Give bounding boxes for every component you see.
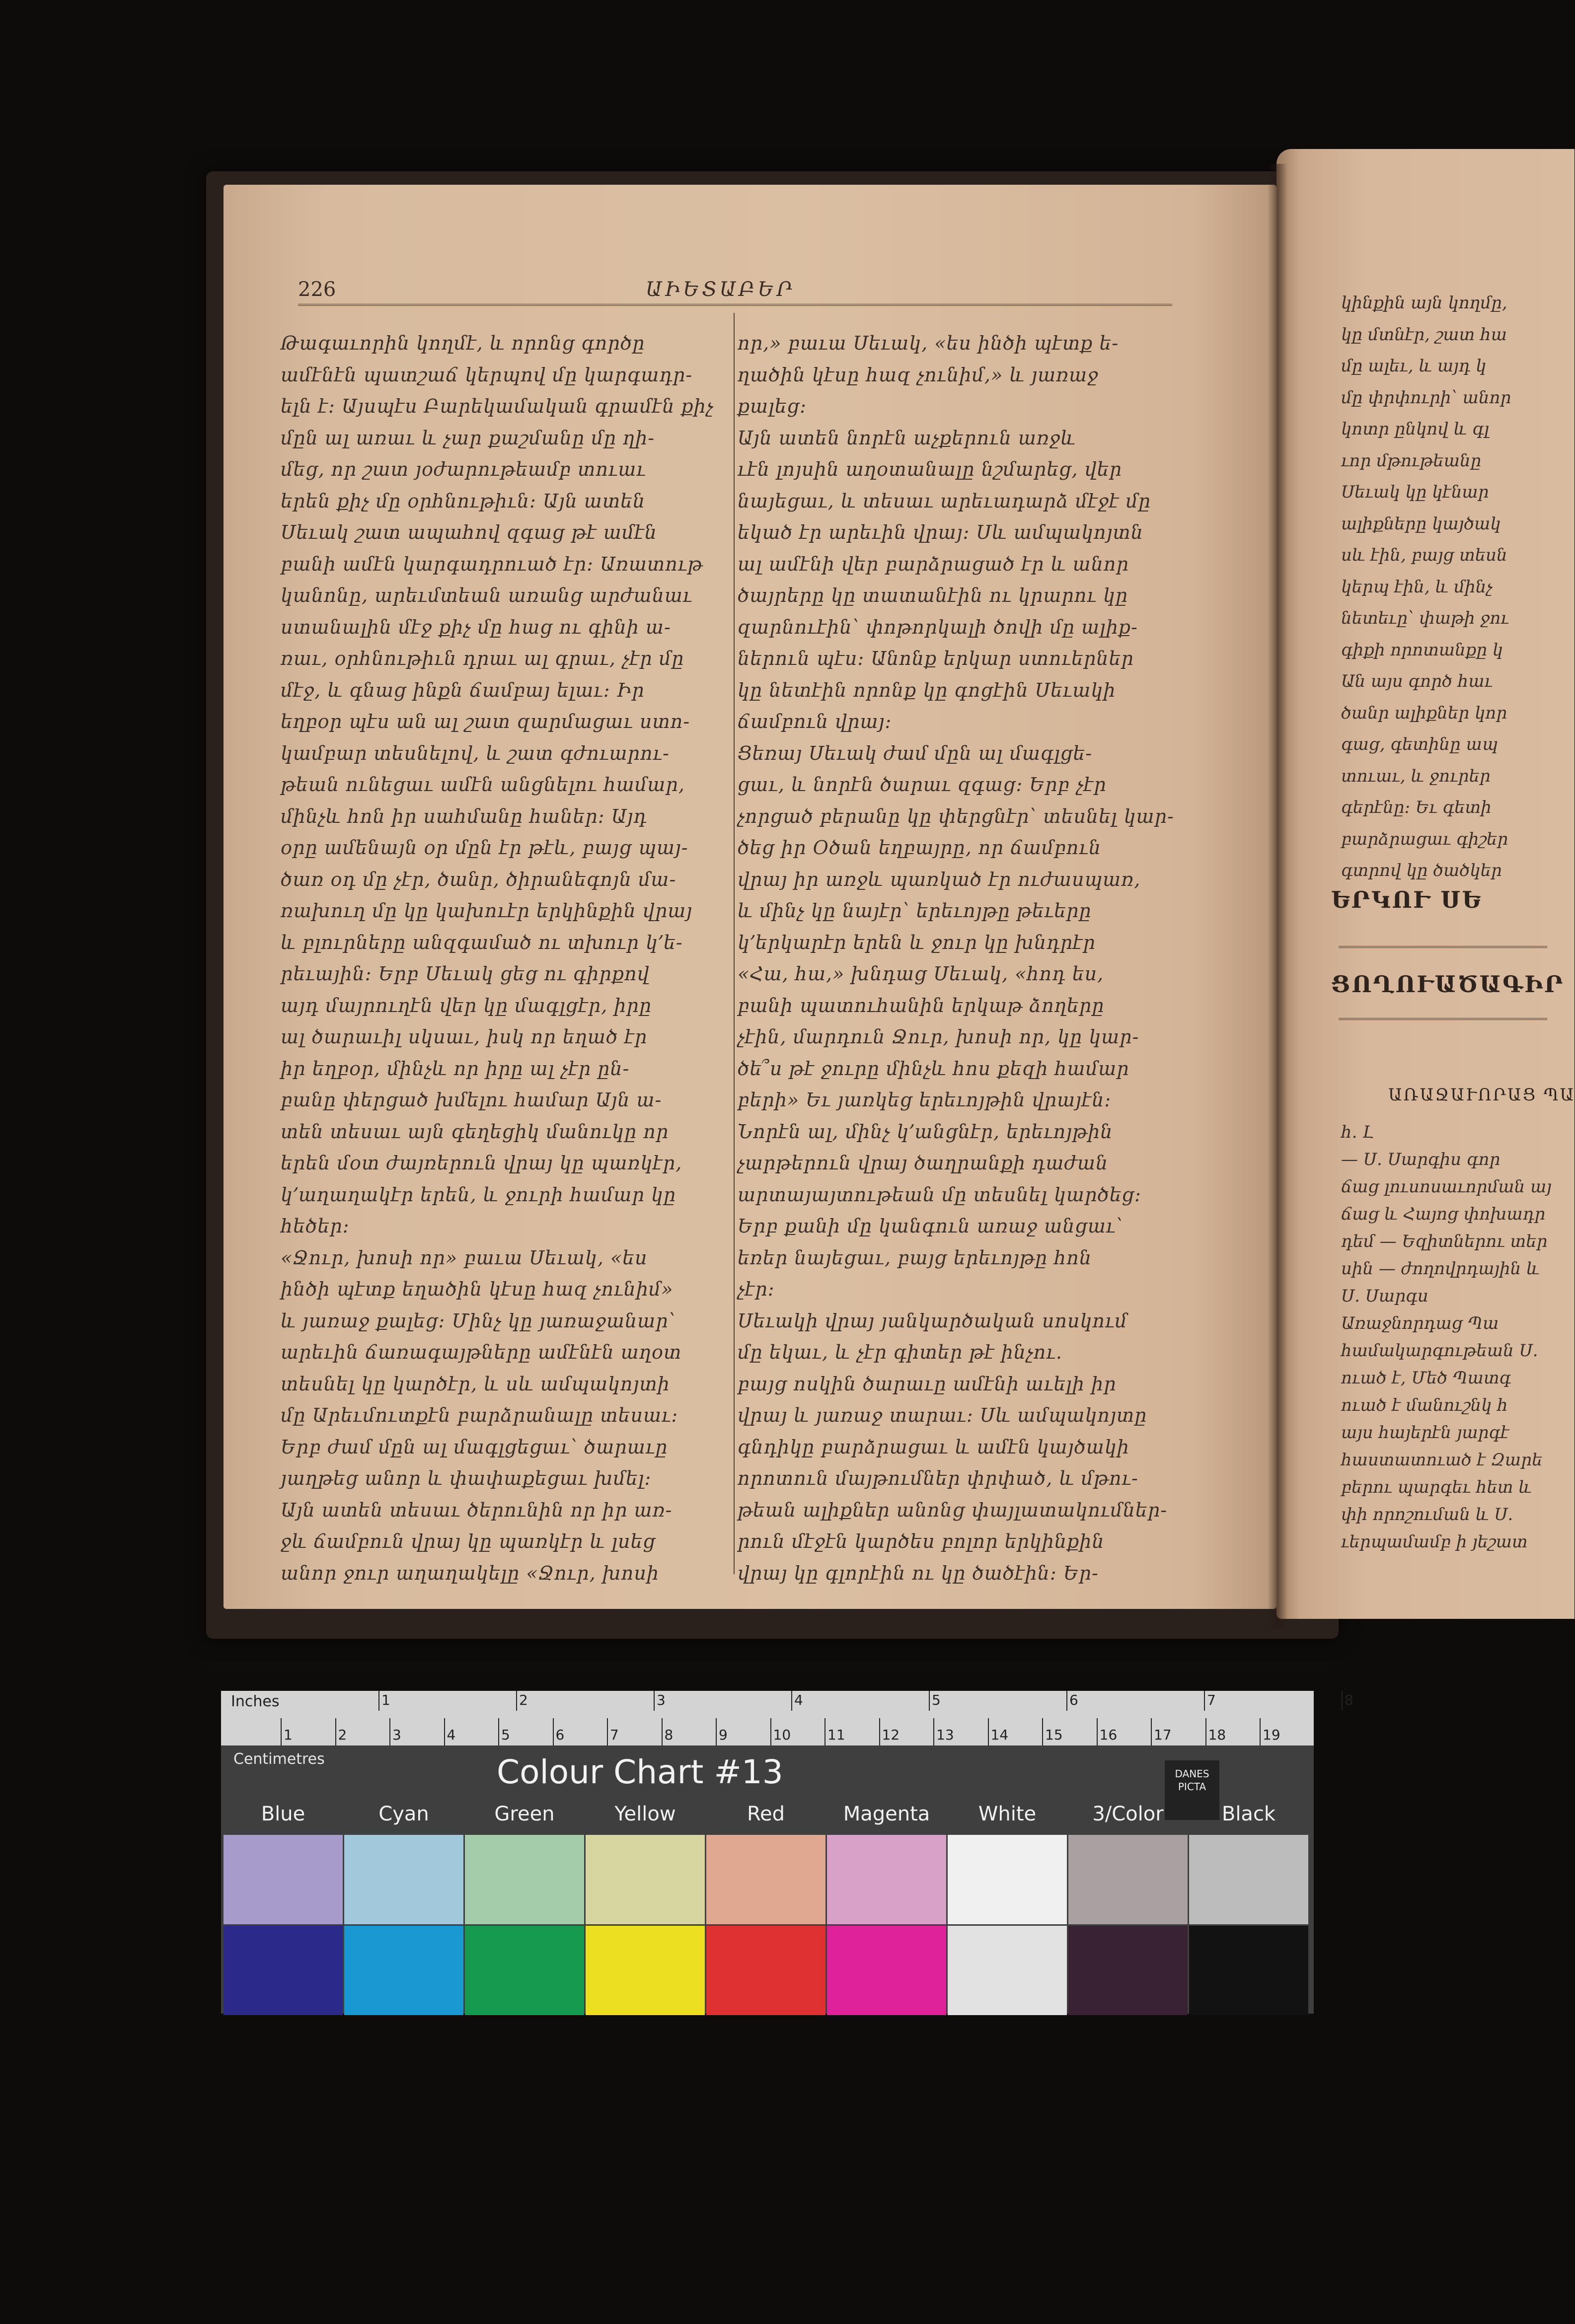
cm-number: 3: [392, 1727, 401, 1743]
text-line: ներուն պէս։ Անոնք երկար ստուերներ: [738, 648, 1134, 669]
text-line: Այն ատեն տեսաւ ծերունին որ իր առ-: [281, 1499, 673, 1521]
text-line: ծառ օդ մը չէր, ծանր, ծիրանեգոյն մա-: [281, 868, 676, 890]
swatch-light: [706, 1835, 825, 1924]
right-page-line: ճաց և Հայոց փոխադր: [1341, 1204, 1546, 1224]
swatch-light: [827, 1835, 946, 1924]
cm-number: 6: [555, 1727, 565, 1743]
right-page-line: ուած է մանուշնկ հ: [1341, 1395, 1508, 1415]
text-line: ւէն լոյսին աղօտանալը նշմարեց, վեր: [738, 458, 1122, 480]
swatch-light: [224, 1835, 343, 1924]
text-line: ամէնէն պատշաճ կերպով մը կարգադր-: [281, 363, 693, 386]
cm-tick: [498, 1718, 499, 1745]
cm-tick: [389, 1718, 390, 1745]
danes-picta-logo: DANES PICTA: [1165, 1760, 1219, 1820]
text-line: չարթերուն վրայ ծաղրանքի դաժան: [738, 1152, 1109, 1174]
swatch-label: White: [978, 1803, 1037, 1825]
right-page-line: — Ս. Սարգիս գոր: [1341, 1150, 1500, 1169]
right-page-line: գտրով կը ծածկեր: [1341, 861, 1502, 880]
text-line: թեան ալիքներ անոնց փայլատակումներ-: [738, 1499, 1168, 1521]
text-line: նայեցաւ, և տեսաւ արեւադարձ մէջէ մը: [738, 490, 1151, 512]
inch-tick: [1066, 1691, 1067, 1711]
text-line: կը նետէին որոնք կը գոցէին Սեւակի: [738, 679, 1116, 701]
text-line: իր եղբօր, մինչև որ իրը ալ չէր ըն-: [281, 1057, 630, 1080]
text-line: եռեր նայեցաւ, բայց երեւոյթը հոն: [738, 1246, 1092, 1269]
text-line: չորցած բերանը կը փերցնէր՝ տեսնել կար-: [738, 805, 1174, 827]
section-rule-bottom: [1339, 1018, 1547, 1020]
right-page-line: սին — ժողովրդային և: [1341, 1259, 1540, 1279]
text-line: բանը փերցած խմելու համար Այն ա-: [281, 1089, 662, 1111]
text-line: Նորէն ալ, մինչ կ՚անցնէր, երեւոյթին: [738, 1120, 1113, 1143]
cm-tick: [662, 1718, 663, 1745]
swatch-light: [1189, 1835, 1308, 1924]
cm-tick: [553, 1718, 554, 1745]
cm-number: 5: [501, 1727, 510, 1743]
inch-number: 4: [794, 1692, 803, 1708]
text-line: ծե՞ս թէ ջուրը մինչև հոս քեզի համար: [738, 1057, 1129, 1080]
cm-tick: [1151, 1718, 1152, 1745]
cm-number: 17: [1154, 1727, 1172, 1743]
page-number: 226: [298, 278, 336, 301]
swatch-dark: [1068, 1926, 1188, 2015]
right-page-line: բարձրացաւ գիշեր: [1341, 829, 1508, 849]
text-line: «Հա, հա,» խնդաց Սեւակ, «հոդ ես,: [738, 963, 1104, 985]
swatch-label: Green: [494, 1803, 555, 1825]
right-page-line: կերպ էին, և մինչ: [1341, 577, 1493, 597]
cm-tick: [879, 1718, 880, 1745]
text-line: ալ ծարաւիլ սկսաւ, իսկ որ եղած էր: [281, 1026, 648, 1048]
inch-tick: [516, 1691, 517, 1711]
inch-tick: [929, 1691, 930, 1711]
cm-tick: [444, 1718, 445, 1745]
section-rule-top: [1339, 946, 1547, 948]
text-line: Երբ քանի մը կանգուն առաջ անցաւ՝: [738, 1215, 1124, 1237]
colour-chart-title: Colour Chart #13: [497, 1753, 783, 1791]
header-rule: [298, 304, 1172, 306]
cm-number: 11: [827, 1727, 845, 1743]
column-divider: [734, 313, 735, 1574]
text-line: և յառաջ քալեց։ Մինչ կը յառաջանար՝: [281, 1309, 676, 1332]
text-line: երեն մօտ ժայռերուն վրայ կը պառկէր,: [281, 1152, 682, 1174]
right-page-line: հաստատուած է Զարե: [1341, 1450, 1543, 1470]
swatch-dark: [827, 1926, 946, 2015]
section-heading: ՑՈՂՈՒԱԾԱԳԻՐ: [1331, 971, 1565, 998]
text-line: գնդիկը բարձրացաւ և ամէն կայծակի: [738, 1436, 1129, 1458]
right-page-line: Ս. Սարգս: [1341, 1286, 1428, 1306]
swatch-label: Magenta: [843, 1803, 930, 1825]
text-line: թեան ունեցաւ ամէն անցնելու համար,: [281, 774, 685, 796]
swatch-label: 3/Color: [1092, 1803, 1164, 1825]
right-page-signature: ԵՐԿՈՒ ՍԵ: [1331, 886, 1483, 913]
text-line: այդ մայրուղէն վեր կը մագլցէր, իրը: [281, 994, 652, 1017]
text-line: կ՚աղաղակէր երեն, և ջուրի համար կը: [281, 1183, 676, 1206]
swatch-light: [465, 1835, 584, 1924]
cm-number: 2: [338, 1727, 347, 1743]
text-line: ալ ամէնի վեր բարձրացած էր և անոր: [738, 553, 1129, 575]
text-line: Թագաւորին կողմէ, և որոնց գործը: [281, 332, 645, 354]
text-line: կանոնը, արեւմտեան առանց արժանաւ: [281, 584, 693, 606]
text-line: ղածին կէսը հազ չունիմ,» և յառաջ: [738, 363, 1099, 386]
ruler: [221, 1691, 1353, 1745]
inch-number: 7: [1207, 1692, 1216, 1708]
cm-tick: [770, 1718, 771, 1745]
swatch-dark: [465, 1926, 584, 2015]
text-line: Այն ատեն նորէն աչքերուն առջև: [738, 427, 1076, 449]
inch-number: 1: [381, 1692, 390, 1708]
text-line: Սեւակ շատ ապահով զգաց թէ ամէն: [281, 521, 657, 543]
right-page-line: Սեւակ կը կէնար: [1341, 482, 1489, 502]
text-line: բերի» Եւ յառկեց երեւոյթին վրայէն։: [738, 1089, 1112, 1111]
text-line: ծեց իր Օծան եղբայրը, որ ճամբուն: [738, 837, 1102, 859]
text-line: երեն քիչ մը օրհնութիւն։ Այն ատեն: [281, 490, 646, 512]
right-page-line: հ. Լ: [1341, 1122, 1374, 1142]
cm-tick: [335, 1718, 336, 1745]
swatch-dark: [948, 1926, 1067, 2015]
swatch-label: Blue: [261, 1803, 305, 1825]
text-line: Սեւակի վրայ յանկարծական սոսկում: [738, 1309, 1127, 1332]
right-page-line: Առաջնորդաց Պա: [1341, 1313, 1499, 1333]
swatch-label: Red: [747, 1803, 785, 1825]
swatch-light: [948, 1835, 1067, 1924]
text-line: բայց ոսկին ծարաւը ամէնի աւելի իր: [738, 1373, 1117, 1395]
swatch-dark: [1189, 1926, 1308, 2015]
book-gutter: [1268, 164, 1287, 1629]
text-line: ճամբուն վրայ։: [738, 711, 892, 732]
cm-number: 8: [664, 1727, 674, 1743]
cm-tick: [1097, 1718, 1098, 1745]
ruler-cm-label: Centimetres: [233, 1750, 325, 1768]
page-header: [298, 278, 1172, 308]
text-line: ստանալին մէջ քիչ մը հաց ու գինի ա-: [281, 616, 671, 638]
text-line: տեսնել կը կարծէր, և սև ամպակոյտի: [281, 1373, 670, 1395]
swatch-label: Black: [1221, 1803, 1276, 1825]
cm-tick: [1260, 1718, 1261, 1745]
cm-number: 4: [447, 1727, 456, 1743]
right-page-line: գաց, գետինը ապ: [1341, 734, 1498, 754]
swatch-light: [1068, 1835, 1188, 1924]
text-line: եկած էր արեւին վրայ։ Սև ամպակոյտն: [738, 521, 1143, 543]
right-page-line: գիքի որոտանքը կ: [1341, 640, 1503, 660]
cm-tick: [716, 1718, 717, 1745]
text-line: կամբար տեսնելով, և շատ գժուարու-: [281, 742, 670, 764]
text-line: եղբօր պէս ան ալ շատ զարմացաւ ստո-: [281, 711, 690, 732]
right-page-line: ծանր ալիքներ կոր: [1341, 703, 1507, 723]
right-page-line: մը ալեւ, և այդ կ: [1341, 356, 1487, 376]
text-line: չէին, մարդուն Ջուր, խոսի որ, կը կար-: [738, 1026, 1139, 1048]
swatch-dark: [344, 1926, 463, 2015]
text-line: օրը ամենայն օր մըն էր թէև, բայց պայ-: [281, 837, 688, 859]
text-line: բանի պատուհանին երկաթ ձողերը: [738, 994, 1105, 1017]
right-page-line: այս հայերէն յարգէ: [1341, 1423, 1509, 1443]
text-line: վրայ կը գլորէին ու կը ծածէին։ Եր-: [738, 1562, 1099, 1584]
swatch-dark: [706, 1926, 825, 2015]
cm-tick: [933, 1718, 934, 1745]
inch-tick: [378, 1691, 379, 1711]
right-page-line: կը մտնէր, շատ հա: [1341, 324, 1507, 345]
cm-number: 18: [1208, 1727, 1226, 1743]
section-subheading: ԱՌԱՋԱՒՈՐԱՑ ՊԱ: [1388, 1085, 1575, 1105]
swatch-dark: [224, 1926, 343, 2015]
inch-tick: [791, 1691, 792, 1711]
text-line: մըն ալ առաւ և չար քաշմանը մը ղի-: [281, 427, 655, 449]
right-page-line: մը փրփուրի՝ անոր: [1341, 387, 1511, 408]
text-line: և բլուրները անզգամած ու տխուր կ՚ե-: [281, 931, 683, 953]
text-line: անոր ջուր աղաղակելը «Ջուր, խոսի: [281, 1562, 660, 1584]
right-page-line: դեմ — Եզիտներու տեր: [1341, 1232, 1548, 1251]
cm-tick: [988, 1718, 989, 1745]
right-page-line: սև էին, բայց տեսն: [1341, 545, 1507, 565]
text-line: մը Արեւմուտքէն բարձրանալը տեսաւ։: [281, 1404, 678, 1426]
text-line: մինչև հոն իր սահմանը հաներ։ Այդ: [281, 805, 647, 827]
text-line: «Ջուր, խոսի որ» բաւա Սեւակ, «ես: [281, 1246, 648, 1269]
text-line: չէր։: [738, 1278, 775, 1300]
cm-number: 7: [610, 1727, 619, 1743]
text-line: ռախուղ մը կը կախուէր երկինքին վրայ: [281, 900, 693, 922]
right-page-line: բերու պարգեւ հետ և: [1341, 1477, 1532, 1497]
cm-number: 15: [1045, 1727, 1063, 1743]
cm-number: 13: [936, 1727, 954, 1743]
text-line: րուն մէջէն կարծես բոլոր երկինքին: [738, 1530, 1105, 1552]
text-line: կ՚երկարէր երեն և ջուր կը խնդրէր: [738, 931, 1096, 953]
running-title: ԱԻԵՏԱԲԵՐ: [646, 278, 795, 301]
swatch-light: [344, 1835, 463, 1924]
inch-number: 2: [519, 1692, 528, 1708]
text-line: որոտուն մայթումներ փրփած, և մթու-: [738, 1467, 1138, 1489]
text-line: արտայայտութեան մը տեսնել կարծեց։: [738, 1183, 1141, 1206]
text-line: քալեց։: [738, 395, 807, 417]
swatch-light: [586, 1835, 705, 1924]
text-line: Երբ ժամ մըն ալ մագլցեցաւ՝ ծարաւը: [281, 1436, 668, 1458]
right-page-line: կոտր ընկով և գլ: [1341, 419, 1490, 439]
text-line: մէջ, և գնաց ինքն ճամբայ ելաւ։ Իր: [281, 679, 645, 701]
right-page-line: ւերպամամբ ի յեշատ: [1341, 1532, 1528, 1552]
cm-number: 14: [990, 1727, 1009, 1743]
ruler-inches-label: Inches: [231, 1693, 280, 1710]
cm-tick: [607, 1718, 608, 1745]
text-line: զարնուէին՝ փոթորկալի ծովի մը ալիք-: [738, 616, 1138, 638]
cm-number: 19: [1263, 1727, 1280, 1743]
inch-number: 6: [1069, 1692, 1078, 1708]
right-page-line: համակարգութեան Ս.: [1341, 1341, 1538, 1361]
text-line: ջև ճամբուն վրայ կը պառկէր և լսեց: [281, 1530, 656, 1552]
text-line: մը եկաւ, և չէր գիտեր թէ ինչու.: [738, 1341, 1062, 1363]
right-page-line: ուած է, Մեծ Պատգ: [1341, 1368, 1511, 1388]
right-page-line: կինքին այն կողմը,: [1341, 293, 1507, 313]
cm-number: 10: [773, 1727, 791, 1743]
right-page-line: գերէնը։ Եւ գետի: [1341, 798, 1492, 817]
right-page-line: նետեւը՝ փաթի ջու: [1341, 608, 1509, 628]
text-line: արեւին ճառագայթները ամէնէն աղօտ: [281, 1341, 682, 1363]
text-line: րեւային։ Երբ Սեւակ ցեց ու գիրքով: [281, 963, 650, 985]
inch-tick: [654, 1691, 655, 1711]
text-line: ցաւ, և նորէն ծարաւ զգաց։ Երբ չէր: [738, 774, 1107, 796]
inch-number: 3: [657, 1692, 666, 1708]
inch-number: 8: [1345, 1692, 1353, 1708]
cm-tick: [281, 1718, 282, 1745]
text-line: ռաւ, օրհնութիւն դրաւ ալ գրաւ, չէր մը: [281, 648, 684, 669]
cm-tick: [1042, 1718, 1043, 1745]
text-line: հեծեր։: [281, 1215, 350, 1237]
text-line: բանի ամէն կարգադրուած էր։ Առատութ: [281, 553, 703, 575]
right-page-line: ճաց լուսոսաւորման այ: [1341, 1177, 1552, 1197]
text-line: որ,» բաւա Սեւակ, «ես ինծի պէտք ե-: [738, 332, 1119, 354]
text-line: և մինչ կը նայէր՝ երեւոյթը թեւերը: [738, 900, 1092, 922]
text-line: ծայրերը կը տատանէին ու կրարու կը: [738, 584, 1128, 606]
left-text-column: [281, 328, 728, 1584]
inch-tick: [1342, 1691, 1343, 1711]
text-line: վրայ և յառաջ տարաւ։ Սև ամպակոյտը: [738, 1404, 1147, 1426]
cm-number: 1: [284, 1727, 293, 1743]
cm-number: 12: [882, 1727, 900, 1743]
text-line: յաղթեց անոր և փափաքեցաւ խմել։: [281, 1467, 652, 1489]
text-line: վրայ իր առջև պառկած էր ուժասպառ,: [738, 868, 1141, 890]
right-page-line: Ան այս գործ հաւ: [1341, 671, 1493, 691]
inch-number: 5: [932, 1692, 941, 1708]
text-line: ելն է։ Այսպէս Բարեկամական գրամէն քիչ: [281, 395, 714, 417]
inch-tick: [1204, 1691, 1205, 1711]
text-line: տեն տեսաւ այն գեղեցիկ մանուկը որ: [281, 1120, 669, 1143]
text-line: մեց, որ շատ յօժարութեամբ տուաւ: [281, 458, 646, 480]
text-line: Ցեռայ Սեւակ ժամ մըն ալ մագլցե-: [738, 742, 1093, 764]
cm-number: 16: [1099, 1727, 1118, 1743]
swatch-label: Yellow: [614, 1803, 676, 1825]
right-text-column: [738, 328, 1185, 1584]
right-page-line: ւոր մթութեանը: [1341, 450, 1482, 471]
swatch-dark: [586, 1926, 705, 2015]
right-page-line: տուաւ, և ջուրեր: [1341, 766, 1491, 786]
right-page-line: փի որոշուման և Ս.: [1341, 1505, 1513, 1525]
text-line: ինծի պէտք եղածին կէսը հազ չունիմ»: [281, 1278, 674, 1300]
cm-tick: [1205, 1718, 1206, 1745]
cm-number: 9: [719, 1727, 728, 1743]
right-page-line: ալիքները կայծակ: [1341, 513, 1501, 534]
swatch-label: Cyan: [378, 1803, 429, 1825]
